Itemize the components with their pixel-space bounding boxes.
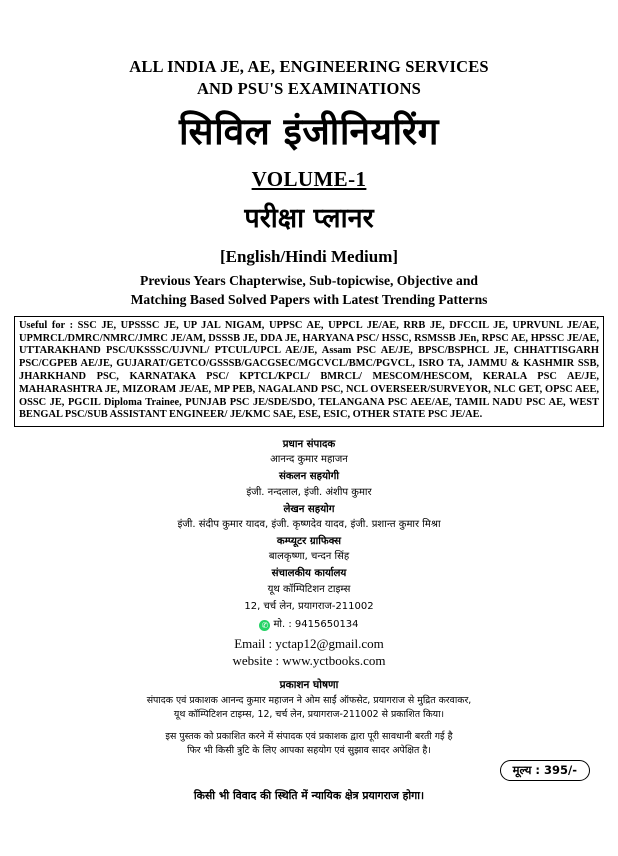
- phone-number: मो. : 9415650134: [273, 618, 359, 630]
- book-title-hindi: सिविल इंजीनियरिंग: [178, 109, 440, 153]
- credit-entry: [14, 534, 604, 564]
- credit-names: यूथ कॉम्पिटिशन टाइम्स: [267, 583, 351, 595]
- credits-block: [14, 437, 604, 613]
- declaration-body-line1: संपादक एवं प्रकाशक आनन्द कुमार महाजन ने ओम साईं ऑफसेट, प्रयागराज से मुद्रित करवाकर,: [146, 694, 472, 706]
- credit-names: इंजी. संदीप कुमार यादव, इंजी. कृष्णदेव यादव, इंजी. प्रशान्त कुमार मिश्रा: [177, 519, 441, 531]
- credit-entry: [14, 502, 604, 532]
- credit-names: इंजी. नन्दलाल, इंजी. अंशीप कुमार: [246, 486, 372, 498]
- price-row: [14, 760, 604, 786]
- credit-entry: [14, 437, 604, 467]
- useful-for-box: [14, 316, 604, 427]
- book-cover-page: [0, 56, 618, 856]
- price-badge: मूल्य : 395/-: [500, 760, 590, 781]
- declaration-note-line2: फिर भी किसी त्रुटि के लिए आपका सहयोग एवं सुझाव सादर अपेक्षित है।: [187, 745, 431, 757]
- declaration-note-line1: इस पुस्तक को प्रकाशित करने में संपादक एवं प्रकाशक द्वारा पूरी सावधानी बरती गई है: [165, 730, 453, 742]
- jurisdiction-note: किसी भी विवाद की स्थिति में न्यायिक क्षेत्र प्रयागराज होगा।: [193, 789, 425, 803]
- credit-entry: [14, 469, 604, 499]
- useful-for-label: Useful for :: [19, 319, 74, 331]
- website-line[interactable]: website : www.yctbooks.com: [232, 653, 386, 669]
- tagline-line2: Matching Based Solved Papers with Latest Trending Patterns: [130, 292, 488, 308]
- phone-line: [14, 616, 604, 631]
- credit-role: कम्प्यूटर ग्राफिक्स: [276, 536, 342, 548]
- contact-block: [14, 635, 604, 670]
- declaration-body-line2: यूथ कॉम्पिटिशन टाइम्स, 12, चर्च लेन, प्रयागराज-211002 से प्रकाशित किया।: [173, 708, 445, 720]
- credit-entry: [14, 566, 604, 613]
- credit-address: 12, चर्च लेन, प्रयागराज-211002: [244, 600, 374, 612]
- credit-role: संकलन सहयोगी: [278, 471, 340, 483]
- medium-label: [English/Hindi Medium]: [219, 247, 399, 267]
- declaration-body: [14, 694, 604, 722]
- book-tagline: [14, 271, 604, 310]
- exam-heading: [14, 56, 604, 100]
- exam-heading-line2: AND PSU'S EXAMINATIONS: [196, 78, 422, 98]
- declaration-note: [14, 730, 604, 758]
- declaration-heading: प्रकाशन घोषणा: [279, 678, 339, 691]
- book-subtitle-hindi: परीक्षा प्लानर: [244, 203, 374, 235]
- volume-label: VOLUME-1: [251, 167, 367, 192]
- useful-for-text: SSC JE, UPSSSC JE, UP JAL NIGAM, UPPSC AE, UPPCL JE/AE, RRB JE, DFCCIL JE, UPRVUNL JE/AE, UPMRCL/DMRC/NMRC/JMRC JE/AM, DSSSB JE, DDA JE, HARYANA PSC/ HSSC, RSMSSB JEn, RPSC AE, HPSSC JE/AE, UTTARAKHAND PSC/UKSSSC/UJVNL/ PTCUL/UPCL AE/JE, Assam PSC AE/JE, BPSC/BSPHCL JE, CHHATTISGARH PSC/CGPEB AE/JE, GUJARAT/GETCO/GSSSB/GACGSEC/MGCVCL/BMC/PGVCL, ISRO TA, JAMMU & KASHMIR SSB, JHARKHAND PSC, KARNATAKA PSC/ KPTCL/KPCL/ BMRCL/ MESCOM/HESCOM, KERALA PSC AE/JE, MAHARASHTRA JE, MIZORAM JE/AE, MP PEB, NAGALAND PSC, NCL OVERSEER/SURVEYOR, NLC GET, OPSC AEE, OSSC JE, PGCIL Diploma Trainee, PUNJAB PSC JE/SDE/SDO, TELANGANA PSC AEE/AE, TAMIL NADU PSC AE, WEST BENGAL PSC/SUB ASSISTANT ENGINEER/ JE/KMC SAE, ESE, ESIC, OTHER STATE PSC JE/AE.: [19, 319, 599, 421]
- tagline-line1: Previous Years Chapterwise, Sub-topicwise, Objective and: [140, 273, 478, 289]
- credit-names: आनन्द कुमार महाजन: [270, 454, 348, 466]
- credit-role: प्रधान संपादक: [282, 439, 336, 451]
- exam-heading-line1: ALL INDIA JE, AE, ENGINEERING SERVICES: [129, 57, 489, 76]
- whatsapp-icon: ✆: [259, 620, 270, 631]
- credit-role: लेखन सहयोग: [283, 503, 335, 515]
- email-line[interactable]: Email : yctap12@gmail.com: [234, 635, 384, 651]
- credit-role: संचालकीय कार्यालय: [271, 568, 347, 580]
- credit-names: बालकृष्णा, चन्दन सिंह: [268, 551, 350, 563]
